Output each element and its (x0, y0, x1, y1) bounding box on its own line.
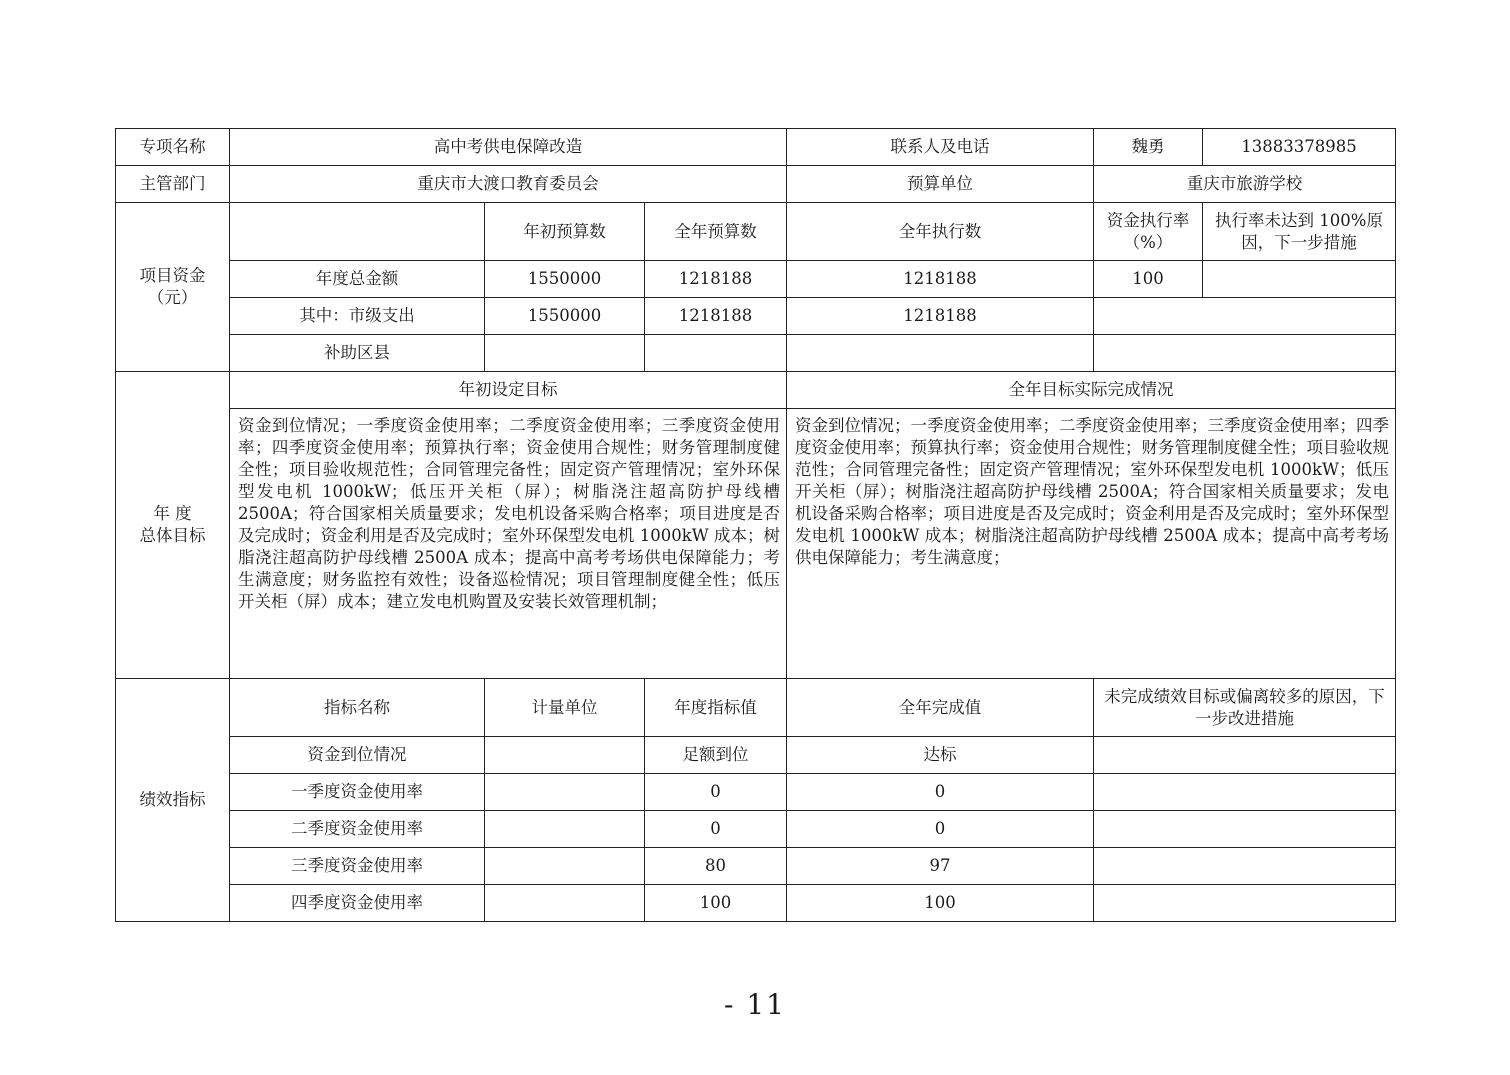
col-deviation-reason: 未完成绩效目标或偏离较多的原因，下一步改进措施 (1094, 679, 1396, 737)
funds-initial-value: 1550000 (485, 298, 645, 335)
col-initial-budget: 年初预算数 (485, 203, 645, 261)
funds-executed-value (787, 335, 1094, 372)
funds-section-label-text: 项目资金（元） (139, 266, 206, 307)
department-value: 重庆市大渡口教育委员会 (230, 166, 787, 203)
contact-name: 魏勇 (1094, 129, 1203, 166)
project-name-label: 专项名称 (116, 129, 230, 166)
funds-section-label (116, 203, 230, 372)
indicator-unit (485, 885, 645, 922)
performance-section-label: 绩效指标 (116, 679, 230, 922)
col-annual-actual: 全年完成值 (787, 679, 1094, 737)
indicator-unit (485, 737, 645, 774)
goals-initial-text: 资金到位情况；一季度资金使用率；二季度资金使用率；三季度资金使用率；四季度资金使用率；预算执行率；资金使用合规性；财务管理制度健全性；项目验收规范性；合同管理完备性；固定资产管理情况；室外环保型发电机 1000kW；低压开关柜（屏）；树脂浇注超高防护母线槽 2500A；符合国家相关质量要求；发电机设备采购合格率；项目进度是否及完成时；资金利用是否及完成时；室外环保型发电机 1000kW 成本；树脂浇注超高防护母线槽 2500A 成本；提高中高考考场供电保障能力；考生满意度；财务监控有效性；设备巡检情况；项目管理制度健全性；低压开关柜（屏）成本；建立发电机购置及安装长效管理机制； (230, 409, 787, 679)
indicator-name: 二季度资金使用率 (230, 811, 485, 848)
funds-header-blank (230, 203, 485, 261)
budget-unit-value: 重庆市旅游学校 (1094, 166, 1396, 203)
indicator-target: 100 (645, 885, 787, 922)
indicator-unit (485, 848, 645, 885)
funds-initial-value (485, 335, 645, 372)
funds-row-municipal (116, 298, 1396, 335)
funds-executed-value: 1218188 (787, 261, 1094, 298)
col-annual-budget: 全年预算数 (645, 203, 787, 261)
indicator-reason (1094, 774, 1396, 811)
indicator-actual: 97 (787, 848, 1094, 885)
col-execution-rate: 资金执行率（%） (1094, 203, 1203, 261)
contact-label: 联系人及电话 (787, 129, 1094, 166)
funds-row-label: 年度总金额 (230, 261, 485, 298)
performance-report-table (115, 128, 1396, 922)
table-row (116, 885, 1396, 922)
contact-phone: 13883378985 (1203, 129, 1396, 166)
goals-actual-text: 资金到位情况；一季度资金使用率；二季度资金使用率；三季度资金使用率；四季度资金使用率；预算执行率；资金使用合规性；财务管理制度健全性；项目验收规范性；合同管理完备性；固定资产管理情况；室外环保型发电机 1000kW；低压开关柜（屏）；树脂浇注超高防护母线槽 2500A；符合国家相关质量要求；发电机设备采购合格率；项目进度是否及完成时；资金利用是否及完成时；室外环保型发电机 1000kW 成本；树脂浇注超高防护母线槽 2500A 成本；提高中高考考场供电保障能力；考生满意度； (787, 409, 1396, 679)
indicator-actual: 100 (787, 885, 1094, 922)
indicator-target: 足额到位 (645, 737, 787, 774)
table-row (116, 848, 1396, 885)
funds-row-label: 补助区县 (230, 335, 485, 372)
table-row (116, 737, 1396, 774)
col-annual-executed: 全年执行数 (787, 203, 1094, 261)
table-row (116, 774, 1396, 811)
funds-annual-value: 1218188 (645, 298, 787, 335)
department-row (116, 166, 1396, 203)
funds-annual-value: 1218188 (645, 261, 787, 298)
col-execution-reason: 执行率未达到 100%原因，下一步措施 (1203, 203, 1396, 261)
indicator-reason (1094, 737, 1396, 774)
indicator-target: 80 (645, 848, 787, 885)
goals-section-label-line2: 总体目标 (139, 526, 206, 545)
indicator-reason (1094, 848, 1396, 885)
funds-row-label: 其中：市级支出 (230, 298, 485, 335)
funds-header-row (116, 203, 1396, 261)
project-name-value: 高中考供电保障改造 (230, 129, 787, 166)
indicator-name: 资金到位情况 (230, 737, 485, 774)
indicator-actual: 0 (787, 811, 1094, 848)
funds-row-district (116, 335, 1396, 372)
indicator-unit (485, 774, 645, 811)
table-row (116, 811, 1396, 848)
indicator-reason (1094, 885, 1396, 922)
funds-rate-reason-blank (1094, 298, 1396, 335)
performance-header-row (116, 679, 1396, 737)
goals-content-row (116, 409, 1396, 679)
funds-initial-value: 1550000 (485, 261, 645, 298)
indicator-actual: 达标 (787, 737, 1094, 774)
goals-section-label (116, 372, 230, 679)
col-measure-unit: 计量单位 (485, 679, 645, 737)
goals-actual-header: 全年目标实际完成情况 (787, 372, 1396, 409)
funds-rate-value: 100 (1094, 261, 1203, 298)
funds-rate-reason-blank (1094, 335, 1396, 372)
funds-executed-value: 1218188 (787, 298, 1094, 335)
budget-unit-label: 预算单位 (787, 166, 1094, 203)
indicator-target: 0 (645, 774, 787, 811)
indicator-name: 四季度资金使用率 (230, 885, 485, 922)
indicator-name: 三季度资金使用率 (230, 848, 485, 885)
funds-annual-value (645, 335, 787, 372)
funds-reason-value (1203, 261, 1396, 298)
indicator-target: 0 (645, 811, 787, 848)
funds-row-total (116, 261, 1396, 298)
page-number: - 11 (724, 988, 786, 1021)
col-indicator-name: 指标名称 (230, 679, 485, 737)
indicator-actual: 0 (787, 774, 1094, 811)
indicator-reason (1094, 811, 1396, 848)
col-annual-target: 年度指标值 (645, 679, 787, 737)
indicator-name: 一季度资金使用率 (230, 774, 485, 811)
goals-header-row (116, 372, 1396, 409)
goals-section-label-line1: 年 度 (153, 504, 192, 523)
project-name-row (116, 129, 1396, 166)
indicator-unit (485, 811, 645, 848)
goals-initial-header: 年初设定目标 (230, 372, 787, 409)
department-label: 主管部门 (116, 166, 230, 203)
